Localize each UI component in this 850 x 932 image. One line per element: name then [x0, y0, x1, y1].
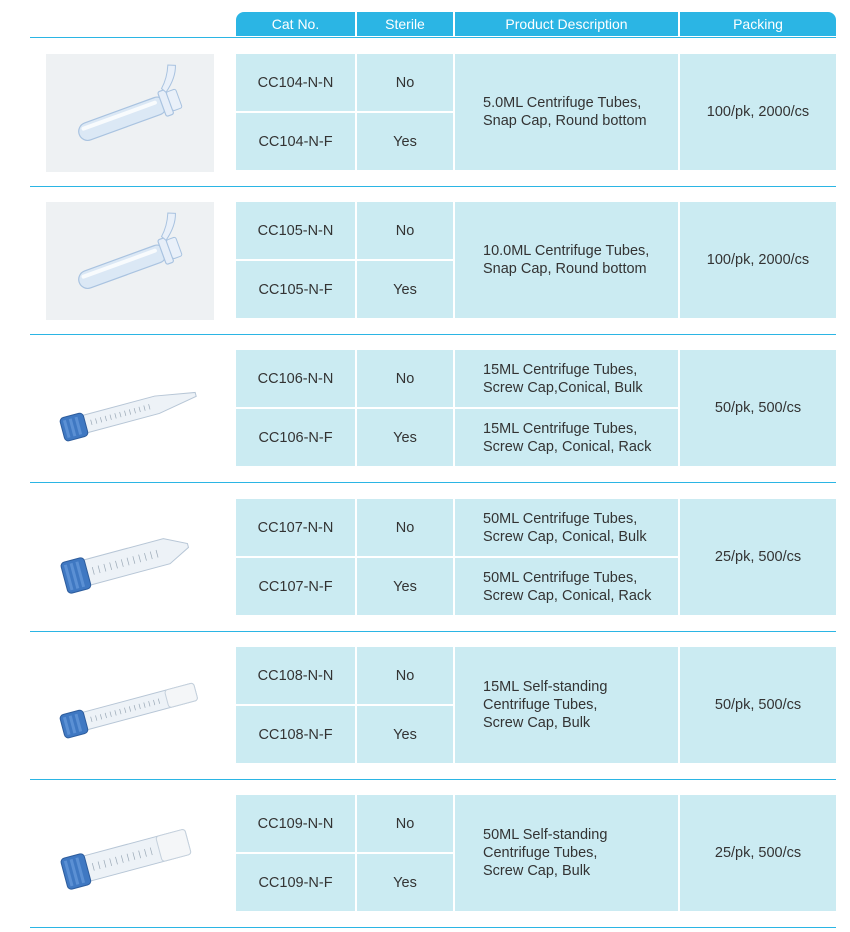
divider-line: [30, 482, 836, 483]
description-cell: 50ML Centrifuge Tubes, Screw Cap, Conical, Rack: [455, 558, 678, 615]
packing-cell: 50/pk, 500/cs: [680, 647, 836, 763]
product-image: [46, 54, 214, 172]
centrifuge-tube-icon: [46, 795, 214, 913]
cat-no-cell: CC105-N-F: [236, 261, 355, 318]
cat-no-cell: CC106-N-N: [236, 350, 355, 407]
sterile-cell: No: [357, 350, 453, 407]
product-group: [0, 202, 850, 320]
divider-line: [30, 927, 836, 928]
product-image: [46, 647, 214, 765]
divider-line: [30, 779, 836, 780]
sterile-cell: No: [357, 795, 453, 852]
divider-line: [30, 37, 836, 38]
sterile-cell: Yes: [357, 558, 453, 615]
sterile-cell: No: [357, 54, 453, 111]
divider-line: [30, 186, 836, 187]
centrifuge-tube-icon: [46, 499, 214, 617]
cat-no-cell: CC108-N-N: [236, 647, 355, 704]
sterile-cell: Yes: [357, 409, 453, 466]
product-group: [0, 350, 850, 468]
sterile-cell: No: [357, 499, 453, 556]
packing-cell: 50/pk, 500/cs: [680, 350, 836, 466]
description-cell: 50ML Centrifuge Tubes, Screw Cap, Conical, Bulk: [455, 499, 678, 556]
cat-no-cell: CC109-N-F: [236, 854, 355, 911]
description-cell: 15ML Centrifuge Tubes, Screw Cap,Conical, Bulk: [455, 350, 678, 407]
centrifuge-tube-icon: [46, 350, 214, 468]
centrifuge-tube-icon: [46, 202, 214, 320]
description-cell: 10.0ML Centrifuge Tubes, Snap Cap, Round bottom: [455, 202, 678, 318]
cat-no-cell: CC104-N-N: [236, 54, 355, 111]
cat-no-cell: CC105-N-N: [236, 202, 355, 259]
description-cell: 15ML Self-standing Centrifuge Tubes, Screw Cap, Bulk: [455, 647, 678, 763]
cat-no-cell: CC108-N-F: [236, 706, 355, 763]
packing-cell: 100/pk, 2000/cs: [680, 202, 836, 318]
product-group: [0, 795, 850, 913]
divider-line: [30, 334, 836, 335]
cat-no-cell: CC109-N-N: [236, 795, 355, 852]
product-group: [0, 54, 850, 172]
header-cat-no: Cat No.: [236, 12, 355, 36]
cat-no-cell: CC107-N-F: [236, 558, 355, 615]
description-cell: 15ML Centrifuge Tubes, Screw Cap, Conical, Rack: [455, 409, 678, 466]
product-image: [46, 202, 214, 320]
table-header: [236, 12, 836, 36]
cat-no-cell: CC104-N-F: [236, 113, 355, 170]
packing-cell: 100/pk, 2000/cs: [680, 54, 836, 170]
description-cell: 50ML Self-standing Centrifuge Tubes, Screw Cap, Bulk: [455, 795, 678, 911]
centrifuge-tube-icon: [46, 54, 214, 172]
centrifuge-tube-icon: [46, 647, 214, 765]
product-group: [0, 499, 850, 617]
cat-no-cell: CC107-N-N: [236, 499, 355, 556]
header-product-description: Product Description: [455, 12, 678, 36]
product-group: [0, 647, 850, 765]
packing-cell: 25/pk, 500/cs: [680, 499, 836, 615]
sterile-cell: No: [357, 647, 453, 704]
sterile-cell: No: [357, 202, 453, 259]
sterile-cell: Yes: [357, 113, 453, 170]
divider-line: [30, 631, 836, 632]
product-image: [46, 499, 214, 617]
cat-no-cell: CC106-N-F: [236, 409, 355, 466]
sterile-cell: Yes: [357, 261, 453, 318]
sterile-cell: Yes: [357, 854, 453, 911]
sterile-cell: Yes: [357, 706, 453, 763]
description-cell: 5.0ML Centrifuge Tubes, Snap Cap, Round bottom: [455, 54, 678, 170]
product-image: [46, 795, 214, 913]
header-packing: Packing: [680, 12, 836, 36]
header-sterile: Sterile: [357, 12, 453, 36]
packing-cell: 25/pk, 500/cs: [680, 795, 836, 911]
product-image: [46, 350, 214, 468]
